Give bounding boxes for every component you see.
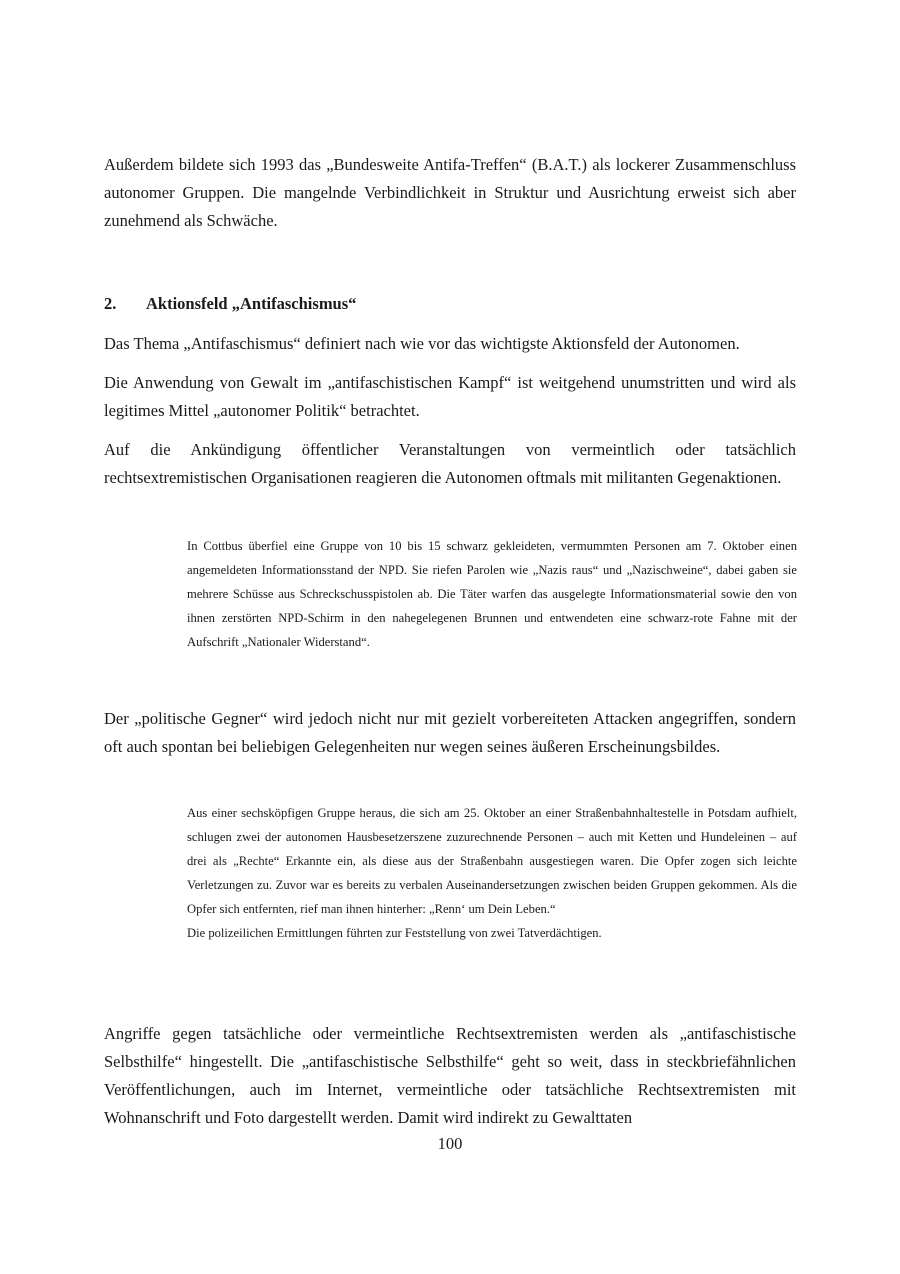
quote-potsdam <box>187 801 797 945</box>
section-number: 2. <box>104 294 117 313</box>
paragraph-political-opponent: Der „politische Gegner“ wird jedoch nicht nur mit gezielt vorbereiteten Attacken angegriffen, sondern oft auch spontan bei beliebigen Gelegenheiten nur wegen seines äußeren Erscheinungsbildes. <box>104 709 796 756</box>
section-title: Aktionsfeld „Antifaschismus“ <box>146 294 357 313</box>
paragraph-bat-intro: Außerdem bildete sich 1993 das „Bundesweite Antifa-Treffen“ (B.A.T.) als lockerer Zusammenschluss autonomer Gruppen. Die mangelnde Verbindlichkeit in Struktur und Ausrichtung erweist sich aber zunehmend als Schwäche. <box>104 155 796 230</box>
quote-cottbus <box>187 534 797 654</box>
paragraph-violence: Die Anwendung von Gewalt im „antifaschistischen Kampf“ ist weitgehend unumstritten und wird als legitimes Mittel „autonomer Politik“ betrachtet. <box>104 373 796 420</box>
page-number: 100 <box>437 1134 463 1153</box>
paragraph-counter-actions: Auf die Ankündigung öffentlicher Veranstaltungen von vermeintlich oder tatsächlich rechtsextremistischen Organisationen reagieren die Autonomen oftmals mit militanten Gegenaktionen. <box>104 440 796 487</box>
paragraph-antifa-theme: Das Thema „Antifaschismus“ definiert nach wie vor das wichtigste Aktionsfeld der Autonomen. <box>104 334 740 353</box>
paragraph-self-help: Angriffe gegen tatsächliche oder vermeintliche Rechtsextremisten werden als „antifaschistische Selbsthilfe“ hingestellt. Die „antifaschistische Selbsthilfe“ geht so weit, dass in steckbriefähnlichen Veröffentlichungen, auch im Internet, vermeintliche oder tatsächliche Rechtsextremisten mit Wohnanschrift und Foto dargestellt werden. Damit wird indirekt zu Gewalttaten <box>104 1024 796 1127</box>
quote-cottbus-text: In Cottbus überfiel eine Gruppe von 10 bis 15 schwarz gekleideten, vermummten Personen am 7. Oktober einen angemeldeten Informationsstand der NPD. Sie riefen Parolen wie „Nazis raus“ und „Nazischweine“, dabei gaben sie mehrere Schüsse aus Schreckschusspistolen ab. Die Täter warfen das ausgelegte Informationsmaterial sowie den von ihnen zerstörten NPD-Schirm in den nahegelegenen Brunnen und entwendeten eine schwarz-rote Fahne mit der Aufschrift „Nationaler Widerstand“. <box>187 539 797 649</box>
quote-potsdam-text: Aus einer sechsköpfigen Gruppe heraus, die sich am 25. Oktober an einer Straßenbahnhaltestelle in Potsdam aufhielt, schlugen zwei der autonomen Hausbesetzerszene zuzurechnende Personen – auch mit Ketten und Hundeleinen – auf drei als „Rechte“ Erkannte ein, als diese aus der Straßenbahn ausgestiegen waren. Die Opfer zogen sich leichte Verletzungen zu. Zuvor war es bereits zu verbalen Auseinandersetzungen zwischen beiden Gruppen gekommen. Als die Opfer sich entfernten, rief man ihnen hinterher: „Renn‘ um Dein Leben.“ <box>187 806 797 916</box>
section-heading <box>104 292 356 316</box>
quote-potsdam-followup: Die polizeilichen Ermittlungen führten zur Feststellung von zwei Tatverdächtigen. <box>187 926 602 940</box>
